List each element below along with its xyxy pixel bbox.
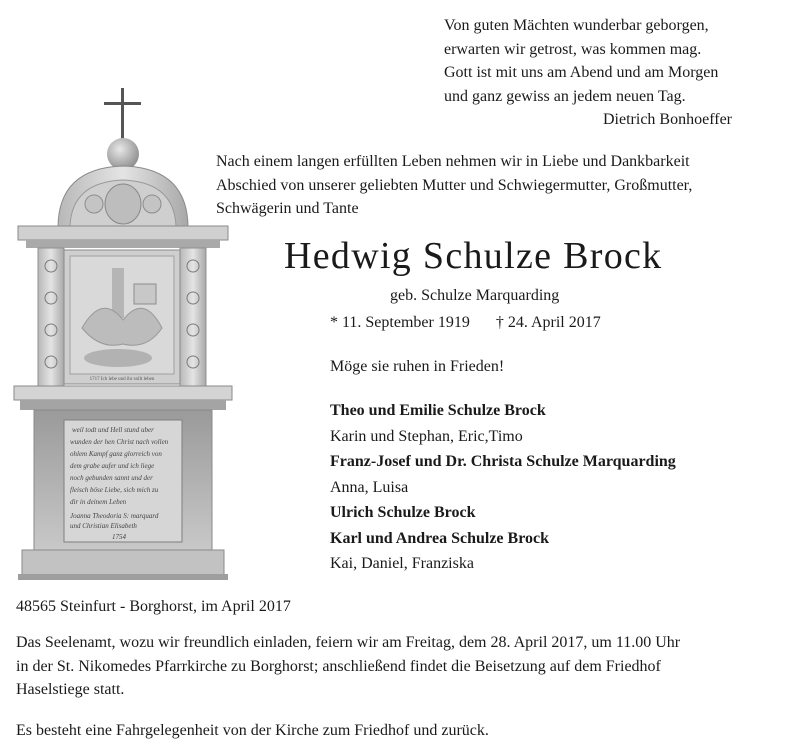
intro-line: Nach einem langen erfüllten Leben nehmen wir in Liebe und Dankbarkeit bbox=[216, 153, 690, 170]
transport-info: Es besteht eine Fahrgelegenheit von der Kirche zum Friedhof und zurück. bbox=[16, 722, 489, 739]
inscription-line: 1754 bbox=[112, 533, 126, 541]
life-dates bbox=[330, 312, 601, 334]
mourner-members: Karin und Stephan, Eric,Timo bbox=[330, 427, 523, 445]
inscription-line: und Christian Elisabeth bbox=[70, 522, 137, 530]
inscription-line: wunden der hen Christ nach vollen bbox=[70, 438, 169, 446]
service-line: Das Seelenamt, wozu wir freundlich einladen, feiern wir am Freitag, dem 28. April 2017, um 11.00 Uhr bbox=[16, 634, 681, 651]
place-date: 48565 Steinfurt - Borghorst, im April 2017 bbox=[16, 598, 291, 615]
mourners-list bbox=[330, 398, 790, 577]
service-line: Haselstiege statt. bbox=[16, 681, 125, 698]
poem bbox=[444, 14, 794, 132]
mourner-family: Ulrich Schulze Brock bbox=[330, 504, 476, 521]
intro-text bbox=[216, 150, 796, 221]
poem-line: und ganz gewiss an jedem neuen Tag. bbox=[444, 87, 686, 105]
service-info bbox=[16, 631, 796, 702]
poem-author: Dietrich Bonhoeffer bbox=[603, 111, 732, 128]
rest-in-peace: Möge sie ruhen in Frieden! bbox=[330, 358, 505, 375]
inscription-line: dem grabe aufer und ich liege bbox=[70, 462, 155, 470]
monument-image bbox=[12, 88, 234, 582]
inscription-line: ohlem Kampf ganz glorreich von bbox=[70, 450, 162, 458]
inscription-line: weil todt und Hell stund uber bbox=[72, 426, 154, 434]
mourner-members: Anna, Luisa bbox=[330, 478, 409, 496]
mourner-family: Karl und Andrea Schulze Brock bbox=[330, 529, 549, 547]
inscription-line: fleisch böse Liebe, sich mich zu bbox=[70, 486, 159, 494]
born-name: geb. Schulze Marquarding bbox=[390, 287, 560, 304]
poem-line: Gott ist mit uns am Abend und am Morgen bbox=[444, 64, 719, 81]
intro-line: Abschied von unserer geliebten Mutter und Schwiegermutter, Großmutter, bbox=[216, 176, 693, 194]
mourner-members: Kai, Daniel, Franziska bbox=[330, 555, 474, 572]
poem-line: erwarten wir getrost, was kommen mag. bbox=[444, 40, 702, 58]
death-date: † 24. April 2017 bbox=[495, 314, 601, 331]
relief-caption: 1717 Ich lebe und ihr sollt leben bbox=[89, 377, 155, 382]
service-line: in der St. Nikomedes Pfarrkirche zu Borghorst; anschließend findet die Beisetzung auf dem Friedhof bbox=[16, 657, 661, 675]
mourner-family: Theo und Emilie Schulze Brock bbox=[330, 402, 546, 419]
wayside-shrine-monument-image bbox=[12, 88, 234, 582]
inscription-line: dir in deinem Leben bbox=[70, 498, 127, 506]
birth-date: * 11. September 1919 bbox=[330, 314, 470, 331]
intro-line: Schwägerin und Tante bbox=[216, 200, 359, 217]
inscription-line: noch gebunden sannt und der bbox=[70, 474, 153, 482]
inscription-line: Joanna Theodoria S: marquard bbox=[70, 512, 159, 520]
poem-line: Von guten Mächten wunderbar geborgen, bbox=[444, 17, 709, 34]
deceased-name: Hedwig Schulze Brock bbox=[284, 235, 663, 277]
mourner-family: Franz-Josef und Dr. Christa Schulze Marquarding bbox=[330, 453, 676, 470]
